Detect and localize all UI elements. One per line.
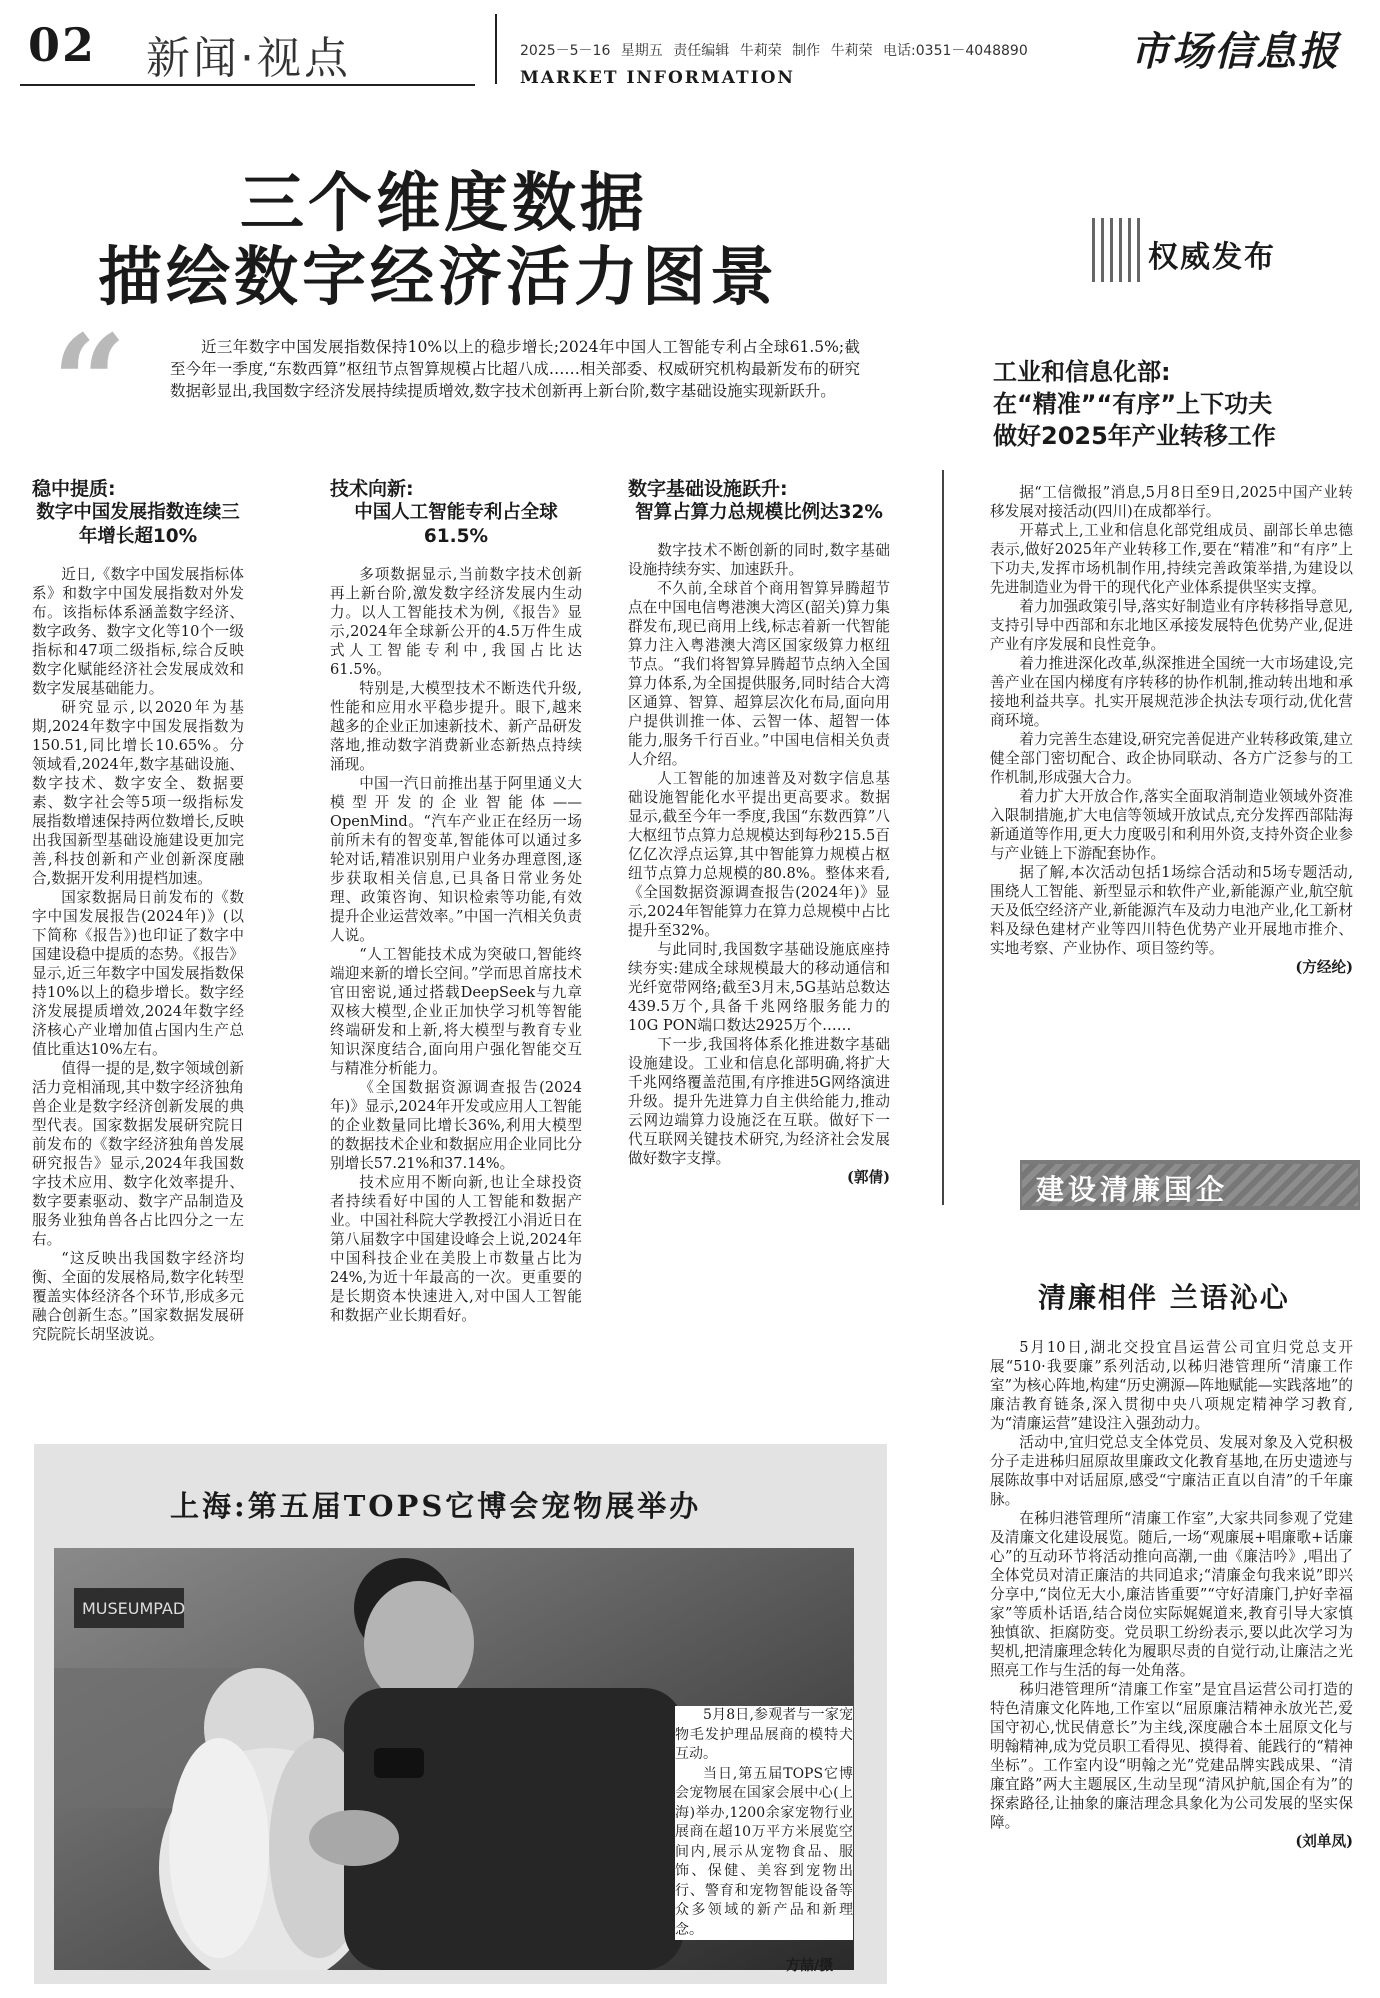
lianjie-credit: (刘单凤) xyxy=(1295,1833,1353,1850)
col3-paragraph: 与此同时,我国数字基础设施底座持续夯实:建成全球规模最大的移动通信和光纤宽带网络;截至3月末,5G基站总数达439.5万个,具备千兆网络服务能力的10G PON端口数达2925万个…… xyxy=(628,941,890,1034)
col1-paragraph: 值得一提的是,数字领域创新活力竞相涌现,其中数字经济独角兽企业是数字经济创新发展的典型代表。国家数据发展研究院日前发布的《数字经济独角兽发展研究报告》显示,2024年我国数字技术应用、数字化效率提升、数字要素驱动、数字产品制造及服务业独角兽各占比四分之一左右。 xyxy=(32,1060,244,1248)
sidebar-label: 权威发布 xyxy=(1148,240,1276,275)
col1-subhead: 数字中国发展指数连续三年增长超10% xyxy=(36,502,240,547)
col1-paragraph: “这反映出我国数字经济均衡、全面的发展格局,数字化转型覆盖实体经济各个环节,形成多元融合创新生态。”国家数据发展研究院院长胡坚波说。 xyxy=(32,1250,244,1343)
section-title: 新闻·视点 xyxy=(146,33,351,84)
lianjie-paragraph: 秭归港管理所“清廉工作室”是宜昌运营公司打造的特色清廉文化阵地,工作室以“屈原廉洁精神永放光芒,爱国守初心,忧民倩意长”为主线,深度融合本土屈原文化与明翰精神,成为党员职工看得见、摸得着、能践行的“精神坐标”。工作室内设“明翰之光”党建品牌实践成果、“清廉宜路”两大主题展区,生动呈现“清风护航,国企有为”的探索路径,让抽象的廉洁理念具象化为公司发展的坚实保障。 xyxy=(990,1681,1353,1831)
header-rule xyxy=(20,84,475,86)
sidebar-credit: (方经纶) xyxy=(1295,959,1353,976)
col3-paragraph: 人工智能的加速普及对数字信息基础设施智能化水平提出更高要求。数据显示,截至今年一季度,我国“东数西算”八大枢纽节点算力总规模达到每秒215.5百亿亿次浮点运算,其中智能算力规模占枢纽节点算力总规模的80.8%。整体来看,《全国数据资源调查报告(2024年)》显示,2024年智能算力在算力总规模中占比提升至32%。 xyxy=(628,770,890,939)
article-column-2 xyxy=(330,480,582,1325)
newspaper-subtitle: MARKET INFORMATION xyxy=(520,68,795,88)
headline-line-1: 三个维度数据 xyxy=(240,167,648,241)
lead-paragraph: 近三年数字中国发展指数保持10%以上的稳步增长;2024年中国人工智能专利占全球61.5%;截至今年一季度,“东数西算”枢纽节点智算规模占比超八成……相关部委、权威研究机构最新发布的研究数据彰显出,我国数字经济发展持续提质增效,数字技术创新再上新台阶,数字基础设施实现新跃升。 xyxy=(170,338,860,400)
col2-paragraph: 《全国数据资源调查报告(2024年)》显示,2024年开发或应用人工智能的企业数量同比增长36%,利用大模型的数据技术企业和数据应用企业同比分别增长57.21%和37.14%。 xyxy=(330,1079,582,1172)
caption-paragraph: 5月8日,参观者与一家宠物毛发护理品展商的模特犬互动。 xyxy=(675,1707,853,1762)
col2-paragraph: 特别是,大模型技术不断迭代升级,性能和应用水平稳步提升。眼下,越来越多的企业正加速新技术、新产品研发落地,推动数字消费新业态新热点持续涌现。 xyxy=(330,680,582,773)
col2-paragraph: 技术应用不断向新,也让全球投资者持续看好中国的人工智能和数据产业。中国社科院大学教授江小涓近日在第八届数字中国建设峰会上说,2024年中国科技企业在美股上市数量占比为24%,为近十年最高的一次。更重要的是长期资本快速进入,对中国人工智能和数据产业长期看好。 xyxy=(330,1174,582,1324)
article-column-3 xyxy=(628,480,890,1187)
page-number: 02 xyxy=(28,18,97,72)
sidebar-paragraph: 着力扩大开放合作,落实全面取消制造业领域外资准入限制措施,扩大电信等领域开放试点,充分发挥西部陆海新通道等作用,更大力度吸引和利用外资,支持外资企业参与产业链上下游配套协作。 xyxy=(990,788,1353,862)
sidebar-paragraph: 开幕式上,工业和信息化部党组成员、副部长单忠德表示,做好2025年产业转移工作,要在“精准”和“有序”上下功夫,发挥市场机制作用,持续完善政策举措,为建设以先进制造业为骨干的现代化产业体系提供坚实支撑。 xyxy=(990,522,1353,596)
col3-kicker: 数字基础设施跃升: xyxy=(628,478,788,500)
col3-paragraph: 下一步,我国将体系化推进数字基础设施建设。工业和信息化部明确,将扩大千兆网络覆盖范围,有序推进5G网络演进升级。提升先进算力自主供给能力,推动云网边端算力设施泛在互联。做好下一代互联网关键技术研究,为经济社会发展做好数字支撑。 xyxy=(628,1036,890,1167)
lianjie-paragraph: 在秭归港管理所“清廉工作室”,大家共同参观了党建及清廉文化建设展览。随后,一场“观廉展+唱廉歌+话廉心”的互动环节将活动推向高潮,一曲《廉洁吟》,唱出了全体党员对清正廉洁的共同追求;“清廉金句我来说”即兴分享中,“岗位无大小,廉洁皆重要”“守好清廉门,护好幸福家”等质朴话语,结合岗位实际娓娓道来,教育引导大家慎独慎欲、拒腐防变。党员职工纷纷表示,要以此次学习为契机,把清廉理念转化为履职尽责的自觉行动,让廉洁之光照亮工作与生活的每一处角落。 xyxy=(990,1510,1353,1679)
sidebar-body xyxy=(990,483,1353,977)
newspaper-logo: 市场信息报 xyxy=(1130,28,1340,75)
sidebar-headline xyxy=(993,356,1363,452)
col2-paragraph: 中国一汽日前推出基于阿里通义大模型开发的企业智能体——OpenMind。“汽车产业正在经历一场前所未有的智变革,智能体可以通过多轮对话,精准识别用户业务办理意图,逐步获取相关信息,已具备日常业务处理、政策咨询、知识检索等功能,有效提升企业运营效率。”中国一汽相关负责人说。 xyxy=(330,775,582,944)
issue-info: 2025－5－16 星期五 责任编辑 牛莉荣 制作 牛莉荣 电话:0351－4048890 xyxy=(520,43,1028,59)
col3-credit: (郭倩) xyxy=(847,1169,890,1186)
quote-mark-icon: “ xyxy=(52,306,127,459)
article-column-1 xyxy=(32,480,244,1344)
col2-paragraph: “人工智能技术成为突破口,智能终端迎来新的增长空间。”学而思首席技术官田密说,通过搭载DeepSeek与九章双核大模型,企业正加快学习机等智能终端研发和上新,将大模型与教育专业知识深度结合,面向用户强化智能交互与精准分析能力。 xyxy=(330,946,582,1077)
photo-feature-title: 上海:第五届TOPS它博会宠物展举办 xyxy=(170,1489,702,1523)
sidebar-headline-line-3: 做好2025年产业转移工作 xyxy=(993,422,1276,450)
sidebar-paragraph: 据“工信微报”消息,5月8日至9日,2025中国产业转移发展对接活动(四川)在成都举行。 xyxy=(990,484,1353,520)
header-divider xyxy=(495,14,497,84)
sidebar-paragraph: 着力完善生态建设,研究完善促进产业转移政策,建立健全部门密切配合、政企协同联动、各方广泛参与的工作机制,形成强大合力。 xyxy=(990,731,1353,786)
col1-paragraph: 近日,《数字中国发展指标体系》和数字中国发展指数对外发布。该指标体系涵盖数字经济、数字政务、数字文化等10个一级指标和47项二级指标,综合反映数字化赋能经济社会发展成效和数字发展基础能力。 xyxy=(32,566,244,697)
col2-subhead: 中国人工智能专利占全球61.5% xyxy=(354,502,558,547)
photo-credit: 方喆/摄 xyxy=(786,1958,834,1974)
col3-paragraph: 不久前,全球首个商用智算异腾超节点在中国电信粤港澳大湾区(韶关)算力集群发布,现已商用上线,标志着新一代智能算力注入粤港澳大湾区国家级算力枢纽节点。“我们将智算异腾超节点纳入全国算力体系,为全国提供服务,同时结合大湾区通算、智算、超算层次化布局,面向用户提供训推一体、云智一体、超智一体能力,服务千行百业。”中国电信相关负责人介绍。 xyxy=(628,580,890,768)
sidebar-headline-line-2: 在“精准”“有序”上下功夫 xyxy=(993,390,1273,418)
col2-kicker: 技术向新: xyxy=(330,478,414,500)
lianjie-paragraph: 5月10日,湖北交投宜昌运营公司宜归党总支开展“510·我要廉”系列活动,以秭归港管理所“清廉工作室”为核心阵地,构建“历史溯源—阵地赋能—实践落地”的廉洁教育链条,深入贯彻中央八项规定精神学习教育,为“清廉运营”建设注入强劲动力。 xyxy=(990,1339,1353,1432)
col3-paragraph: 数字技术不断创新的同时,数字基础设施持续夯实、加速跃升。 xyxy=(628,542,890,578)
lianjie-headline: 清廉相伴 兰语沁心 xyxy=(1038,1281,1290,1314)
col3-subhead: 智算占算力总规模比例达32% xyxy=(635,502,883,523)
sidebar-rule xyxy=(942,470,944,1205)
sidebar-paragraph: 着力推进深化改革,纵深推进全国统一大市场建设,完善产业在国内梯度有序转移的协作机制,推动转出地和承接地利益共享。扎实开展规范涉企执法专项行动,优化营商环境。 xyxy=(990,655,1353,729)
photo-caption xyxy=(675,1706,853,1940)
col1-kicker: 稳中提质: xyxy=(32,478,116,500)
sidebar-headline-line-1: 工业和信息化部: xyxy=(993,358,1171,386)
label-stripes xyxy=(1092,218,1142,282)
column-banner-title: 建设清廉国企 xyxy=(1036,1173,1229,1206)
sidebar-paragraph: 着力加强政策引导,落实好制造业有序转移指导意见,支持引导中西部和东北地区承接发展特色优势产业,促进产业有序发展和良性竞争。 xyxy=(990,598,1353,653)
col1-paragraph: 国家数据局日前发布的《数字中国发展报告(2024年)》(以下简称《报告》)也印证了数字中国建设稳中提质的态势。《报告》显示,近三年数字中国发展指数保持10%以上的稳步增长。数字经济发展提质增效,2024年数字经济核心产业增加值占国内生产总值比重达10%左右。 xyxy=(32,889,244,1058)
lianjie-paragraph: 活动中,宜归党总支全体党员、发展对象及入党积极分子走进秭归屈原故里廉政文化教育基地,在历史遗迹与展陈故事中对话屈原,感受“宁廉洁正直以自清”的千年廉脉。 xyxy=(990,1434,1353,1508)
headline-line-2: 描绘数字经济活力图景 xyxy=(98,241,778,315)
col1-paragraph: 研究显示,以2020年为基期,2024年数字中国发展指数为150.51,同比增长10.65%。分领域看,2024年,数字基础设施、数字技术、数字安全、数据要素、数字社会等5项一级指标发展指数增速保持两位数增长,反映出我国新型基础设施建设更加完善,科技创新和产业创新深度融合,数据开发利用提档加速。 xyxy=(32,699,244,887)
lianjie-body xyxy=(990,1338,1353,1851)
caption-paragraph: 当日,第五届TOPS它博会宠物展在国家会展中心(上海)举办,1200余家宠物行业展商在超10万平方米展览空间内,展示从宠物食品、服饰、保健、美容到宠物出行、警育和宠物智能设备等众多领域的新产品和新理念。 xyxy=(675,1765,853,1938)
sidebar-paragraph: 据了解,本次活动包括1场综合活动和5场专题活动,围绕人工智能、新型显示和软件产业,新能源产业,航空航天及低空经济产业,新能源汽车及动力电池产业,化工新材料及绿色建材产业等四川特色优势产业开展地市推介、实地考察、产业协作、项目签约等。 xyxy=(990,864,1353,957)
col2-paragraph: 多项数据显示,当前数字技术创新再上新台阶,激发数字经济发展内生动力。以人工智能技术为例,《报告》显示,2024年全球新公开的4.5万件生成式人工智能专利中,我国占比达61.5%。 xyxy=(330,566,582,678)
booth-sign: MUSEUMPAD xyxy=(82,1599,186,1618)
